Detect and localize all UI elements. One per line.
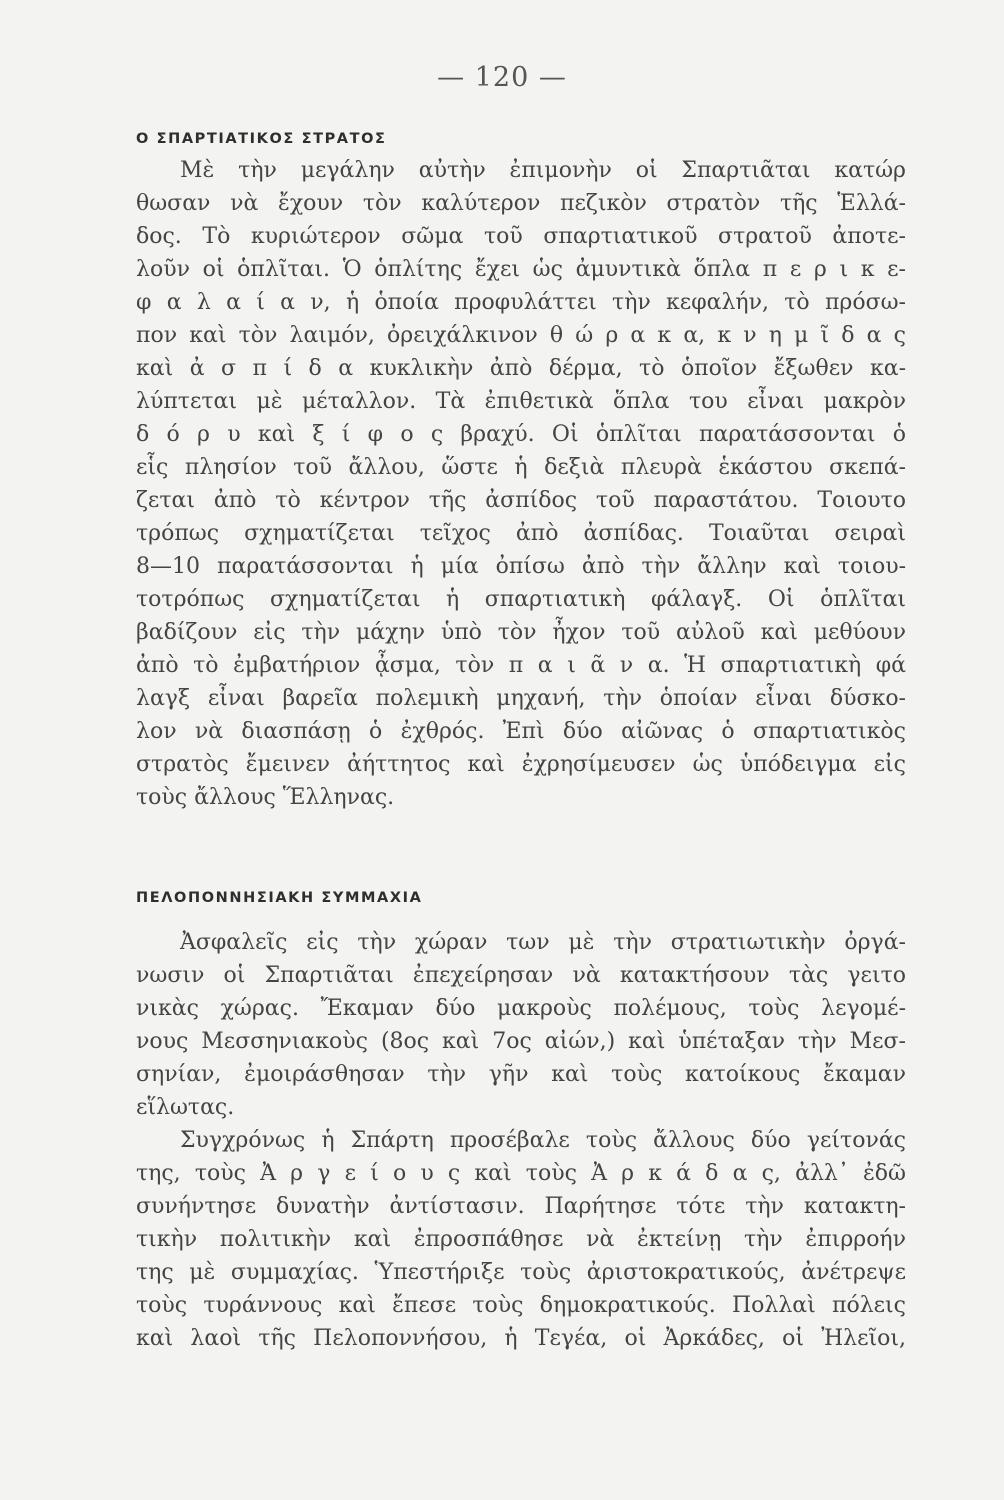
- text-line: τοὺς τυράννους καὶ ἔπεσε τοὺς δημοκρατικούς. Πολλαὶ πόλεις: [136, 1293, 906, 1318]
- text-line: τοὺς ἄλλους Ἕλληνας.: [136, 785, 395, 810]
- text-line: 8—10 παρατάσσονται ἡ μία ὀπίσω ἀπὸ τὴν ἄλλην καὶ τοιου-: [136, 554, 906, 579]
- text-line: ἀπὸ τὸ ἐμβατήριον ᾆσμα, τὸν π α ι ᾶ ν α. Ἡ σπαρτιατικὴ φά: [136, 653, 906, 678]
- text-line: λοῦν οἱ ὁπλῖται. Ὁ ὁπλίτης ἔχει ὡς ἀμυντικὰ ὅπλα π ε ρ ι κ ε-: [136, 257, 906, 282]
- text-line: Ἀσφαλεῖς εἰς τὴν χώραν των μὲ τὴν στρατιωτικὴν ὀργά-: [180, 930, 906, 955]
- text-line: νους Μεσσηνιακοὺς (8ος καὶ 7ος αἰών,) καὶ ὑπέταξαν τὴν Μεσ-: [136, 1029, 906, 1054]
- text-line: συνήντησε δυνατὴν ἀντίστασιν. Παρήτησε τότε τὴν κατακτη-: [136, 1194, 906, 1219]
- text-line: στρατὸς ἔμεινεν ἀήττητος καὶ ἐχρησίμευσεν ὡς ὑπόδειγμα εἰς: [136, 752, 906, 777]
- section-body-spartan-army: [136, 154, 906, 814]
- text-line: Μὲ τὴν μεγάλην αὐτὴν ἐπιμονὴν οἱ Σπαρτιᾶται κατώρ: [180, 158, 906, 183]
- text-line: ζεται ἀπὸ τὸ κέντρον τῆς ἀσπίδος τοῦ παραστάτου. Τοιουτο: [136, 488, 906, 513]
- text-line: καὶ λαοὶ τῆς Πελοποννήσου, ἡ Τεγέα, οἱ Ἀρκάδες, οἱ Ἠλεῖοι,: [136, 1326, 906, 1351]
- text-line: λύπτεται μὲ μέταλλον. Τὰ ἐπιθετικὰ ὅπλα του εἶναι μακρὸν: [136, 389, 906, 414]
- text-line: σηνίαν, ἐμοιράσθησαν τὴν γῆν καὶ τοὺς κατοίκους ἔκαμαν: [136, 1062, 906, 1087]
- page-number: — 120 —: [437, 62, 567, 93]
- text-line: φ α λ α ί α ν, ἡ ὁποία προφυλάττει τὴν κεφαλήν, τὸ πρόσω-: [136, 290, 906, 315]
- section-heading-spartan-army: Ο ΣΠΑΡΤΙΑΤΙΚΟΣ ΣΤΡΑΤΟΣ: [136, 131, 387, 147]
- text-line: βαδίζουν εἰς τὴν μάχην ὑπὸ τὸν ἦχον τοῦ αὐλοῦ καὶ μεθύουν: [136, 620, 906, 645]
- text-line: θωσαν νὰ ἔχουν τὸν καλύτερον πεζικὸν στρατὸν τῆς Ἑλλά-: [136, 191, 906, 216]
- text-line: Συγχρόνως ἡ Σπάρτη προσέβαλε τοὺς ἄλλους δύο γείτονάς: [180, 1128, 906, 1153]
- text-line: λαγξ εἶναι βαρεῖα πολεμικὴ μηχανή, τὴν ὁποίαν εἶναι δύσκο-: [136, 686, 906, 711]
- text-line: εἵλωτας.: [136, 1095, 235, 1120]
- text-line: νωσιν οἱ Σπαρτιᾶται ἐπεχείρησαν νὰ κατακτήσουν τὰς γειτο: [136, 963, 906, 988]
- text-line: τοτρόπως σχηματίζεται ἡ σπαρτιατικὴ φάλαγξ. Οἱ ὁπλῖται: [136, 587, 906, 612]
- text-line: της μὲ συμμαχίας. Ὑπεστήριξε τοὺς ἀριστοκρατικούς, ἀνέτρεψε: [136, 1260, 906, 1285]
- text-line: τρόπως σχηματίζεται τεῖχος ἀπὸ ἀσπίδας. Τοιαῦται σειραὶ: [136, 521, 906, 546]
- text-line: δος. Τὸ κυριώτερον σῶμα τοῦ σπαρτιατικοῦ στρατοῦ ἀποτε-: [136, 224, 906, 249]
- text-line: τικὴν πολιτικὴν καὶ ἐπροσπάθησε νὰ ἐκτείνῃ τὴν ἐπιρροήν: [136, 1227, 906, 1252]
- text-line: λον νὰ διασπάσῃ ὁ ἐχθρός. Ἐπὶ δύο αἰῶνας ὁ σπαρτιατικὸς: [136, 719, 906, 744]
- text-line: δ ό ρ υ καὶ ξ ί φ ο ς βραχύ. Οἱ ὁπλῖται παρατάσσονται ὁ: [136, 422, 906, 447]
- section-body-peloponnesian-league: [136, 926, 906, 1355]
- text-line: νικὰς χώρας. Ἔκαμαν δύο μακροὺς πολέμους, τοὺς λεγομέ-: [136, 996, 906, 1021]
- text-line: πον καὶ τὸν λαιμόν, ὀρειχάλκινον θ ώ ρ α κ α, κ ν η μ ῖ δ α ς: [136, 323, 906, 348]
- text-line: της, τοὺς Ἀ ρ γ ε ί ο υ ς καὶ τοὺς Ἀ ρ κ ά δ α ς, ἀλλ᾽ ἐδῶ: [136, 1161, 906, 1186]
- section-heading-peloponnesian-league: ΠΕΛΟΠΟΝΝΗΣΙΑΚΗ ΣΥΜΜΑΧΙΑ: [136, 890, 423, 906]
- text-line: εἷς πλησίον τοῦ ἄλλου, ὥστε ἡ δεξιὰ πλευρὰ ἑκάστου σκεπά-: [136, 455, 906, 480]
- text-line: καὶ ἀ σ π ί δ α κυκλικὴν ἀπὸ δέρμα, τὸ ὁποῖον ἔξωθεν κα-: [136, 356, 906, 381]
